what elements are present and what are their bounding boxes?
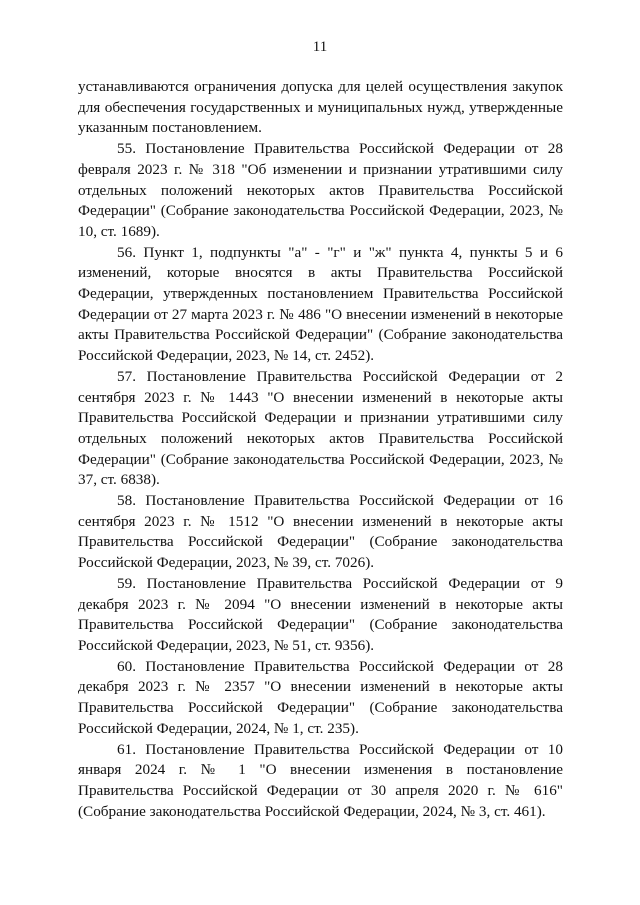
paragraph-item-55: 55. Постановление Правительства Российской Федерации от 28 февраля 2023 г. № 318 "Об изменении и признании утратившими силу отдельных положений некоторых актов Правительства Российской Федерации" (Собрание законодательства Российской Федерации, 2023, № 10, ст. 1689). xyxy=(78,140,563,240)
page-number: 11 xyxy=(312,39,328,55)
document-body xyxy=(78,77,563,822)
paragraph-item-56: 56. Пункт 1, подпункты "а" - "г" и "ж" пункта 4, пункты 5 и 6 изменений, которые вносятся в акты Правительства Российской Федерации, утвержденных постановлением Правительства Российской Федерации от 27 марта 2023 г. № 486 "О внесении изменений в некоторые акты Правительства Российской Федерации" (Собрание законодательства Российской Федерации, 2023, № 14, ст. 2452). xyxy=(78,243,563,365)
paragraph-continuation: устанавливаются ограничения допуска для целей осуществления закупок для обеспечения государственных и муниципальных нужд, утвержденные указанным постановлением. xyxy=(78,78,563,137)
paragraph-item-58: 58. Постановление Правительства Российской Федерации от 16 сентября 2023 г. № 1512 "О внесении изменений в некоторые акты Правительства Российской Федерации" (Собрание законодательства Российской Федерации, 2023, № 39, ст. 7026). xyxy=(78,492,563,572)
paragraph-item-60: 60. Постановление Правительства Российской Федерации от 28 декабря 2023 г. № 2357 "О внесении изменений в некоторые акты Правительства Российской Федерации" (Собрание законодательства Российской Федерации, 2024, № 1, ст. 235). xyxy=(78,657,563,737)
paragraph-item-61: 61. Постановление Правительства Российской Федерации от 10 января 2024 г. № 1 "О внесении изменения в постановление Правительства Российской Федерации от 30 апреля 2020 г. № 616" (Собрание законодательства Российской Федерации, 2024, № 3, ст. 461). xyxy=(78,740,563,820)
paragraph-item-59: 59. Постановление Правительства Российской Федерации от 9 декабря 2023 г. № 2094 "О внесении изменений в некоторые акты Правительства Российской Федерации" (Собрание законодательства Российской Федерации, 2023, № 51, ст. 9356). xyxy=(78,574,563,654)
paragraph-item-57: 57. Постановление Правительства Российской Федерации от 2 сентября 2023 г. № 1443 "О внесении изменений в некоторые акты Правительства Российской Федерации и признании утратившими силу отдельных положений некоторых актов Правительства Российской Федерации" (Собрание законодательства Российской Федерации, 2023, № 37, ст. 6838). xyxy=(78,367,563,489)
